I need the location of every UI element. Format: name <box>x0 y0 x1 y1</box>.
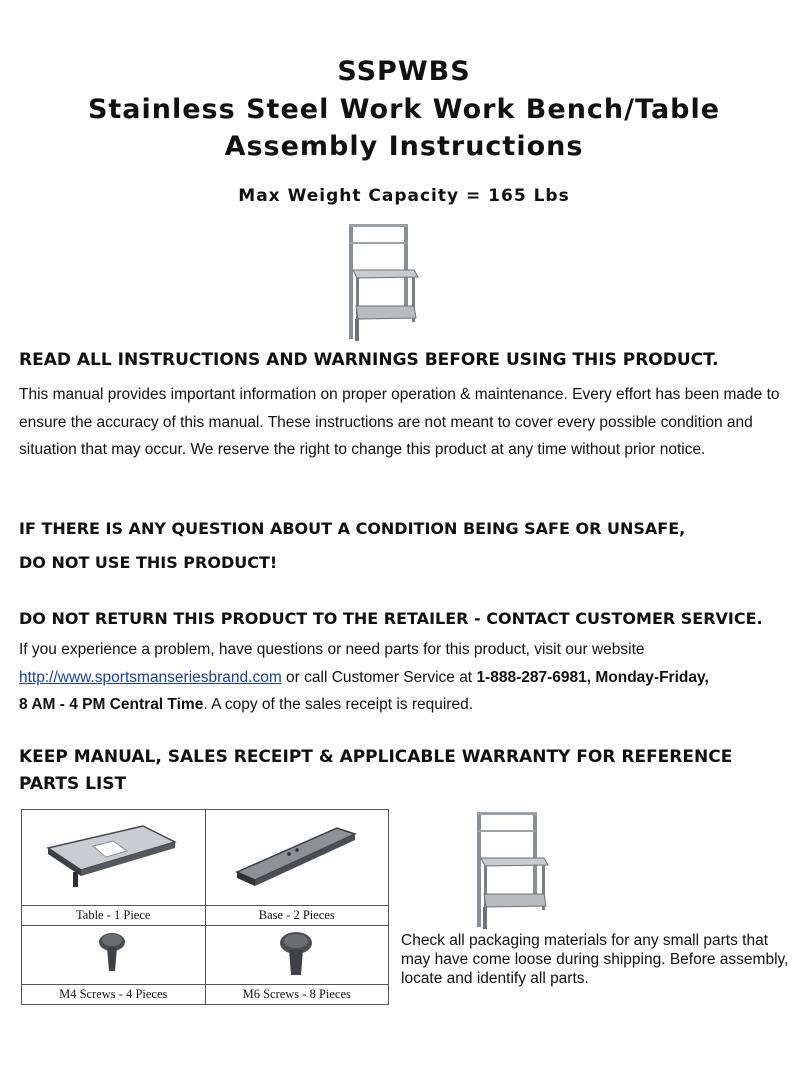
weight-capacity: Max Weight Capacity = 165 Lbs <box>238 186 570 206</box>
model-number: SSPWBS <box>337 56 471 87</box>
phone-and-days: 1-888-287-6981, Monday-Friday, <box>476 668 709 686</box>
website-link[interactable]: http://www.sportsmanseriesbrand.com <box>19 668 282 686</box>
workbench-image <box>344 222 422 344</box>
packaging-note: Check all packaging materials for any small parts that may have come loose during shipping. Before assembly, locate and identify all parts. <box>401 932 789 987</box>
m6-screw-image <box>272 929 322 977</box>
base-part-label: Base - 2 Pieces <box>205 906 389 926</box>
base-part-image-cell <box>205 810 389 906</box>
contact-text-2: or call Customer Service at <box>281 668 477 686</box>
keep-manual-heading: KEEP MANUAL, SALES RECEIPT & APPLICABLE WARRANTY FOR REFERENCE <box>19 747 733 767</box>
do-not-use-line: DO NOT USE THIS PRODUCT! <box>19 553 278 572</box>
m4-screw-label: M4 Screws - 4 Pieces <box>22 985 206 1005</box>
m6-screw-image-cell <box>205 926 389 985</box>
table-part-label: Table - 1 Piece <box>22 906 206 926</box>
parts-list-heading: PARTS LIST <box>19 774 127 794</box>
base-rail-image <box>227 820 367 890</box>
m4-screw-image-cell <box>22 926 206 985</box>
intro-paragraph: This manual provides important information on proper operation & maintenance. Every effort has been made to ensure the accuracy of this manual. These instructions are not meant to cover every possible condition and situation that may occur. We reserve the right to change this product at any time without prior notice. <box>19 386 780 458</box>
workbench-reference-image <box>472 810 552 932</box>
table-top-image <box>43 820 183 890</box>
m6-screw-label: M6 Screws - 8 Pieces <box>205 985 389 1005</box>
m4-screw-image <box>88 929 138 977</box>
service-hours: 8 AM - 4 PM Central Time <box>19 696 204 713</box>
table-part-image-cell <box>22 810 206 906</box>
read-instructions-heading: READ ALL INSTRUCTIONS AND WARNINGS BEFORE USING THIS PRODUCT. <box>19 350 719 370</box>
contact-text-3: . A copy of the sales receipt is required. <box>203 696 474 713</box>
safety-question-line: IF THERE IS ANY QUESTION ABOUT A CONDITION BEING SAFE OR UNSAFE, <box>19 519 686 538</box>
parts-list-table <box>21 809 389 1005</box>
contact-text-1: If you experience a problem, have questions or need parts for this product, visit our website <box>19 641 645 658</box>
document-subtitle: Assembly Instructions <box>224 131 584 162</box>
contact-paragraph <box>19 636 789 719</box>
do-not-return-heading: DO NOT RETURN THIS PRODUCT TO THE RETAILER - CONTACT CUSTOMER SERVICE. <box>19 609 763 628</box>
product-name: Stainless Steel Work Work Bench/Table <box>87 94 721 125</box>
